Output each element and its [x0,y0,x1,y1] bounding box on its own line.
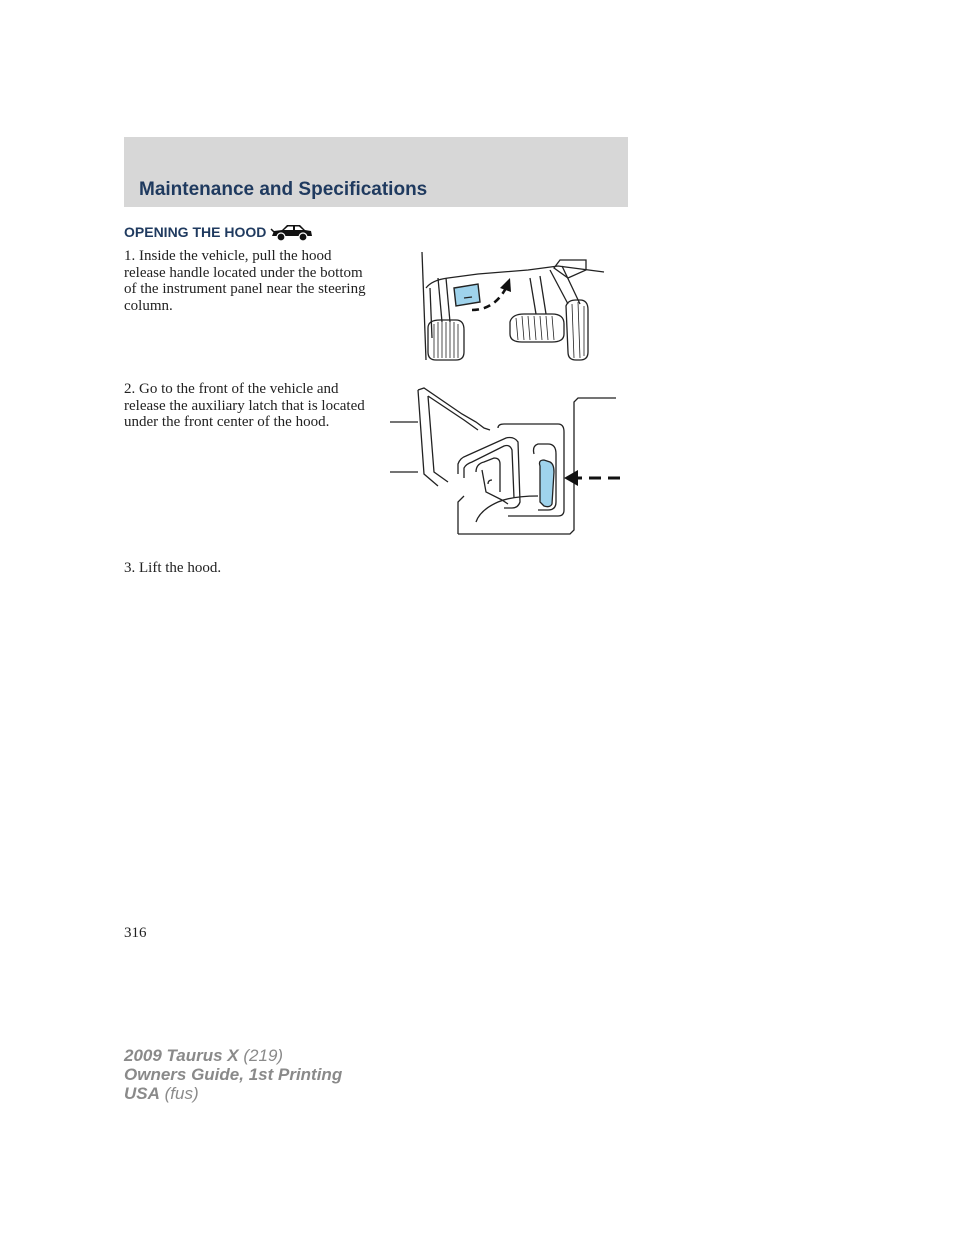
step-1-text: 1. Inside the vehicle, pull the hood release handle located under the bottom of the instrument panel near the steering column. [124,248,366,314]
hood-release-handle-illustration [418,248,608,364]
step-3-text: 3. Lift the hood. [124,560,222,576]
step-2-text: 2. Go to the front of the vehicle and release the auxiliary latch that is located under the front center of the hood. [124,381,365,430]
subheading-text: OPENING THE HOOD [124,224,267,240]
page-number: 316 [124,925,147,941]
section-header-band [124,137,628,207]
document-footer [124,1046,342,1103]
footer-market-code: (fus) [164,1084,199,1103]
footer-line-2 [124,1065,342,1084]
footer-market: USA [124,1084,160,1103]
car-hood-icon [270,221,314,243]
footer-edition: Owners Guide, 1st Printing [124,1065,343,1084]
footer-model: 2009 Taurus X [124,1046,239,1065]
subheading [124,221,314,243]
footer-model-code: (219) [243,1046,284,1065]
auxiliary-latch-illustration [388,384,620,538]
footer-line-3 [124,1084,342,1103]
footer-line-1 [124,1046,342,1065]
section-title: Maintenance and Specifications [139,179,428,200]
